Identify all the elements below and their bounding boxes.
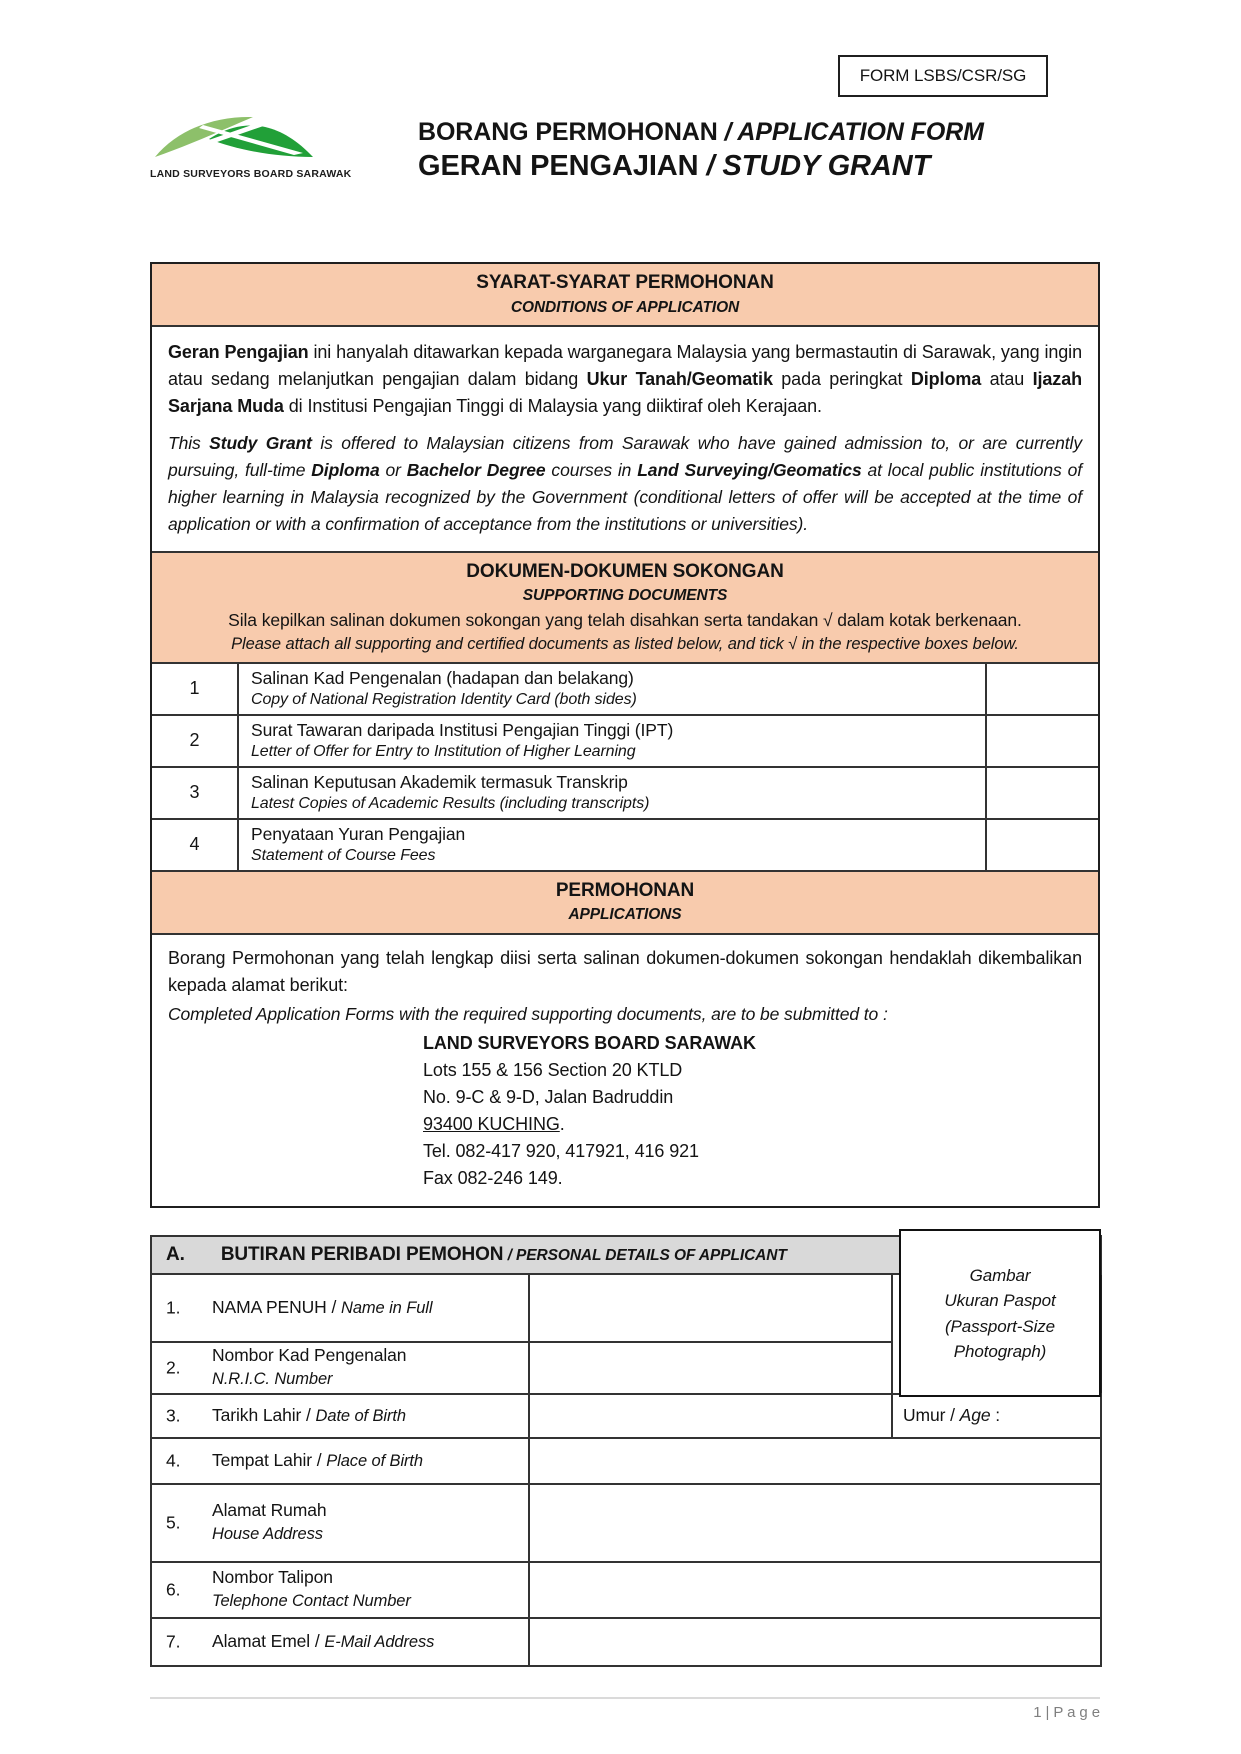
tick-box-1[interactable] — [986, 663, 1098, 715]
photo-box-line1: Gambar — [969, 1265, 1031, 1285]
age-label: Umur / Age : — [903, 1405, 1001, 1426]
doc-row-number: 2 — [152, 715, 238, 767]
footer-divider — [150, 1697, 1100, 1699]
section-letter: A. — [166, 1243, 185, 1265]
docs-title-english: SUPPORTING DOCUMENTS — [522, 587, 728, 605]
personal-details-section — [150, 1235, 1100, 1667]
pob-input-cell[interactable] — [529, 1438, 1101, 1484]
telephone-input-cell[interactable] — [529, 1562, 1101, 1618]
address-fax: Fax 082-246 149. — [423, 1167, 563, 1188]
doc-row-number: 1 — [152, 663, 238, 715]
field-label-pob: 4. Tempat Lahir / Place of Birth — [151, 1438, 529, 1484]
applications-paragraph-malay: Borang Permohonan yang telah lengkap diisi serta salinan dokumen-dokumen sokongan hendaklah dikembalikan kepada alamat berikut: — [168, 947, 1082, 995]
tick-box-2[interactable] — [986, 715, 1098, 767]
doc-row-4 — [152, 819, 1098, 870]
field-label-name: 1. NAMA PENUH / Name in Full — [151, 1274, 529, 1342]
doc-row-description — [238, 715, 986, 767]
applications-title-malay: PERMOHONAN — [555, 879, 695, 901]
doc-row-number: 4 — [152, 819, 238, 870]
photo-box — [899, 1229, 1101, 1397]
field-row-pob — [151, 1438, 1101, 1484]
section-a-title-malay: BUTIRAN PERIBADI PEMOHON — [220, 1243, 504, 1265]
logo-leaf-icon — [153, 112, 315, 162]
doc-desc-english: Statement of Course Fees — [251, 846, 436, 864]
address-block — [423, 1030, 1082, 1192]
title2-english: / STUDY GRANT — [698, 150, 931, 182]
email-input-cell[interactable] — [529, 1618, 1101, 1666]
photo-box-line3: (Passport-Size — [944, 1316, 1056, 1336]
conditions-title-malay: SYARAT-SYARAT PERMOHONAN — [476, 272, 774, 293]
address-org-name: LAND SURVEYORS BOARD SARAWAK — [423, 1032, 756, 1053]
lsbs-logo — [150, 112, 352, 180]
docs-note-english: Please attach all supporting and certified documents as listed below, and tick √ in the respective boxes below. — [231, 634, 1019, 653]
title2-malay: GERAN PENGAJIAN — [418, 150, 699, 182]
doc-row-2 — [152, 715, 1098, 767]
conditions-title-english: CONDITIONS OF APPLICATION — [510, 298, 740, 316]
nric-input-cell[interactable] — [529, 1342, 892, 1394]
doc-desc-malay: Penyataan Yuran Pengajian — [251, 823, 466, 844]
doc-row-number: 3 — [152, 767, 238, 819]
field-label-telephone: 6. Nombor Talipon Telephone Contact Number — [151, 1562, 529, 1618]
doc-row-description — [238, 819, 986, 870]
form-title-line1 — [418, 118, 984, 147]
doc-desc-english: Letter of Offer for Entry to Institution of Higher Learning — [251, 742, 636, 760]
dob-input-cell[interactable] — [529, 1394, 892, 1438]
form-code-label: FORM LSBS/CSR/SG — [859, 66, 1027, 85]
address-telephone: Tel. 082-417 920, 417921, 416 921 — [423, 1140, 699, 1161]
doc-desc-english: Latest Copies of Academic Results (including transcripts) — [251, 794, 650, 812]
doc-desc-malay: Surat Tawaran daripada Institusi Pengajian Tinggi (IPT) — [251, 719, 674, 740]
docs-note-malay: Sila kepilkan salinan dokumen sokongan yang telah disahkan serta tandakan √ dalam kotak berkenaan. — [228, 609, 1022, 630]
field-label-house-address: 5. Alamat Rumah House Address — [151, 1484, 529, 1562]
address-line2: No. 9-C & 9-D, Jalan Badruddin — [423, 1086, 674, 1107]
age-input-cell[interactable] — [892, 1394, 1101, 1438]
house-address-input-cell[interactable] — [529, 1484, 1101, 1562]
conditions-body — [152, 325, 1098, 551]
applications-paragraph-english: Completed Application Forms with the required supporting documents, are to be submitted to : — [168, 1003, 888, 1024]
address-city: 93400 KUCHING. — [423, 1113, 565, 1134]
photo-box-line2: Ukuran Paspot — [944, 1291, 1056, 1311]
applications-header — [152, 870, 1098, 933]
conditions-documents-block — [150, 262, 1100, 1208]
docs-title-malay: DOKUMEN-DOKUMEN SOKONGAN — [466, 560, 784, 582]
supporting-docs-header — [152, 551, 1098, 662]
applications-body — [152, 933, 1098, 1206]
address-line1: Lots 155 & 156 Section 20 KTLD — [423, 1059, 683, 1080]
conditions-paragraph-malay: Geran Pengajian ini hanyalah ditawarkan kepada warganegara Malaysia yang bermastautin di Sarawak, yang ingin atau sedang melanjutkan pengajian dalam bidang Ukur Tanah/Geomatik pada peringkat Diploma atau Ijazah Sarjana Muda di Institusi Pengajian Tinggi di Malaysia yang diiktiraf oleh Kerajaan. — [168, 342, 1083, 417]
doc-desc-malay: Salinan Kad Pengenalan (hadapan dan belakang) — [251, 668, 634, 688]
page-content — [150, 0, 1100, 1667]
doc-desc-malay: Salinan Keputusan Akademik termasuk Transkrip — [251, 771, 628, 792]
title1-english: / APPLICATION FORM — [717, 118, 984, 146]
photo-box-line4: Photograph) — [953, 1342, 1047, 1362]
tick-box-3[interactable] — [986, 767, 1098, 819]
supporting-docs-table — [152, 662, 1098, 870]
full-name-input-cell[interactable] — [529, 1274, 892, 1342]
form-title-line2 — [418, 150, 984, 183]
title1-malay: BORANG PERMOHONAN — [418, 118, 718, 146]
logo-caption: LAND SURVEYORS BOARD SARAWAK — [150, 168, 352, 180]
applications-title-english: APPLICATIONS — [568, 906, 682, 924]
field-row-house-address — [151, 1484, 1101, 1562]
conditions-header — [152, 264, 1098, 325]
field-row-email — [151, 1618, 1101, 1666]
field-label-dob: 3. Tarikh Lahir / Date of Birth — [151, 1394, 529, 1438]
section-a-title-english: / PERSONAL DETAILS OF APPLICANT — [503, 1246, 787, 1264]
field-row-dob — [151, 1394, 1101, 1438]
conditions-paragraph-english: This Study Grant is offered to Malaysian citizens from Sarawak who have gained admission to, or are currently pursuing, full-time Diploma or Bachelor Degree courses in Land Surveying/Geomatics at local public institutions of higher learning in Malaysia recognized by the Government (conditional letters of offer will be accepted at the time of application or with a confirmation of acceptance from the institutions or universities). — [168, 433, 1082, 535]
doc-row-description — [238, 663, 986, 715]
doc-desc-english: Copy of National Registration Identity Card (both sides) — [251, 691, 637, 709]
tick-box-4[interactable] — [986, 819, 1098, 870]
doc-row-3 — [152, 767, 1098, 819]
field-row-telephone — [151, 1562, 1101, 1618]
field-label-nric: 2. Nombor Kad Pengenalan N.R.I.C. Number — [151, 1342, 529, 1394]
form-title — [418, 112, 984, 183]
page-number: 1 | P a g e — [1033, 1704, 1100, 1721]
doc-row-description — [238, 767, 986, 819]
doc-row-1 — [152, 663, 1098, 715]
field-label-email: 7. Alamat Emel / E-Mail Address — [151, 1618, 529, 1666]
document-header — [150, 112, 1100, 184]
